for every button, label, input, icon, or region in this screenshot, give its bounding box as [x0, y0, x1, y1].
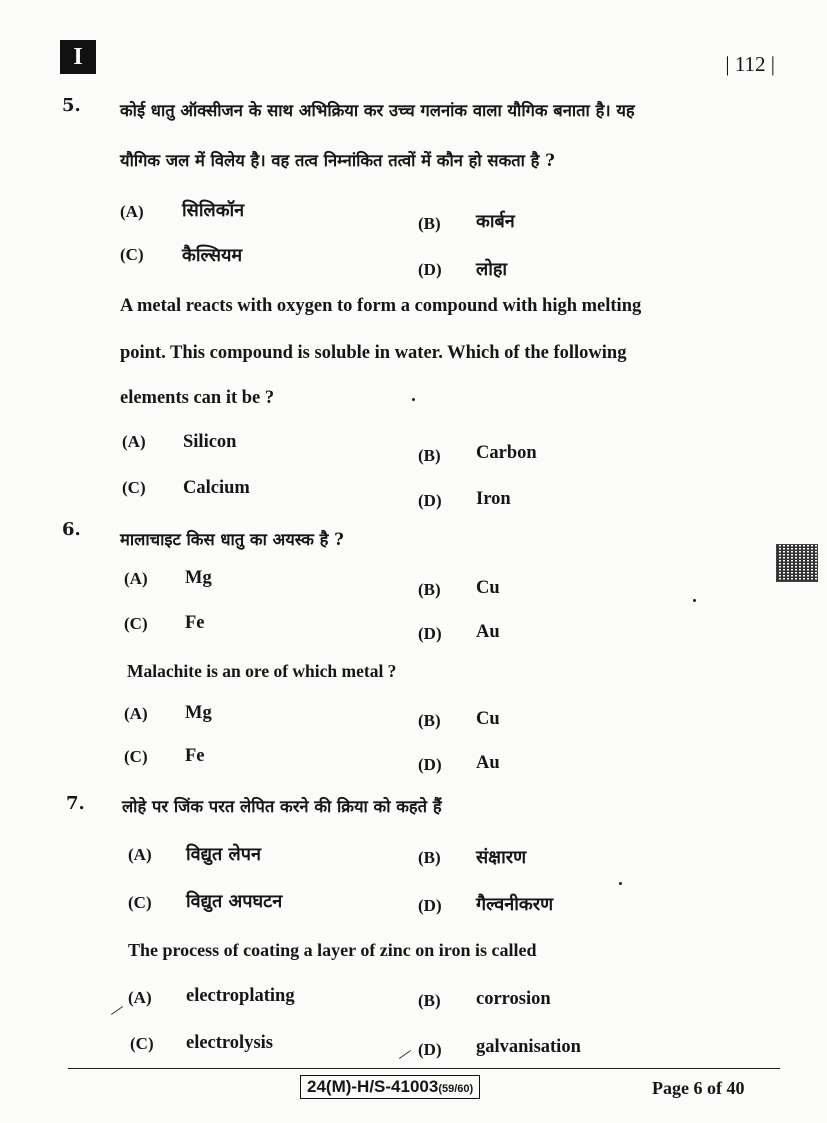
option-label: (A)	[124, 569, 148, 588]
option-label: (A)	[128, 988, 152, 1007]
set-badge: I	[60, 40, 96, 74]
question-number: 6.	[62, 519, 81, 540]
paper-code-text: 24(M)-H/S-41003	[307, 1077, 439, 1096]
option-text: Carbon	[476, 443, 537, 463]
pen-mark	[111, 1006, 123, 1015]
option-text: विद्युत लेपन	[186, 844, 261, 865]
option-text: Au	[476, 622, 500, 642]
option-text: Silicon	[183, 432, 237, 452]
option-text: Au	[476, 753, 500, 773]
pen-mark	[619, 882, 622, 885]
option-text: लोहा	[476, 259, 508, 280]
question-number: 7.	[66, 793, 85, 814]
option-label: (B)	[418, 991, 441, 1010]
option-label: (D)	[418, 491, 442, 510]
option-text: Cu	[476, 578, 500, 598]
option-label: (A)	[122, 432, 146, 451]
option-label: (B)	[418, 711, 441, 730]
option-label: (B)	[418, 446, 441, 465]
question-text-hindi: मालाचाइट किस धातु का अयस्क है ?	[120, 530, 344, 549]
option-label: (D)	[418, 260, 442, 279]
option-label: (C)	[128, 893, 152, 912]
option-text: galvanisation	[476, 1037, 581, 1057]
option-label: (D)	[418, 755, 442, 774]
option-text: Calcium	[183, 478, 250, 498]
option-text: कैल्सियम	[182, 245, 243, 266]
pen-mark	[399, 1050, 411, 1059]
option-text: गैल्वनीकरण	[476, 894, 554, 915]
option-text: संक्षारण	[476, 847, 527, 868]
paper-code-suffix: (59/60)	[438, 1083, 474, 1095]
question-text-hindi: यौगिक जल में विलेय है। वह तत्व निम्नांकित तत्वों में कौन हो सकता है ?	[120, 151, 555, 170]
question-text-english: The process of coating a layer of zinc on iron is called	[128, 940, 537, 960]
option-label: (B)	[418, 214, 441, 233]
option-text: electrolysis	[186, 1033, 273, 1053]
option-label: (B)	[418, 848, 441, 867]
option-text: विद्युत अपघटन	[186, 891, 283, 912]
option-label: (A)	[124, 704, 148, 723]
question-text-english: point. This compound is soluble in water. Which of the following	[120, 343, 627, 363]
page-footer: Page 6 of 40	[652, 1078, 745, 1098]
page-number: | 112 |	[725, 52, 775, 76]
question-number: 5.	[62, 95, 81, 116]
qr-code	[776, 544, 818, 582]
footer-divider	[68, 1068, 780, 1069]
option-text: सिलिकॉन	[182, 200, 245, 221]
option-text: electroplating	[186, 986, 295, 1006]
question-text-english: Malachite is an ore of which metal ?	[127, 661, 397, 681]
option-label: (C)	[120, 245, 144, 264]
pen-mark	[693, 599, 696, 602]
option-label: (C)	[124, 747, 148, 766]
option-text: Iron	[476, 489, 511, 509]
option-label: (D)	[418, 1040, 442, 1059]
option-label: (A)	[128, 845, 152, 864]
option-text: Fe	[185, 746, 205, 766]
question-text-hindi: लोहे पर जिंक परत लेपित करने की क्रिया को कहते हैं	[122, 797, 442, 816]
paper-code	[300, 1075, 480, 1099]
option-label: (C)	[124, 614, 148, 633]
option-label: (D)	[418, 624, 442, 643]
option-text: कार्बन	[476, 211, 515, 232]
option-text: Mg	[185, 568, 212, 588]
question-text-english: elements can it be ?	[120, 388, 275, 408]
option-label: (A)	[120, 202, 144, 221]
option-label: (C)	[122, 478, 146, 497]
question-text-english: A metal reacts with oxygen to form a compound with high melting	[120, 296, 642, 316]
option-text: Mg	[185, 703, 212, 723]
question-text-hindi: कोई धातु ऑक्सीजन के साथ अभिक्रिया कर उच्च गलनांक वाला यौगिक बनाता है। यह	[120, 101, 635, 120]
option-text: Cu	[476, 709, 500, 729]
option-text: Fe	[185, 613, 205, 633]
option-label: (D)	[418, 896, 442, 915]
option-label: (B)	[418, 580, 441, 599]
option-text: corrosion	[476, 989, 551, 1009]
option-label: (C)	[130, 1034, 154, 1053]
pen-mark	[412, 398, 415, 401]
